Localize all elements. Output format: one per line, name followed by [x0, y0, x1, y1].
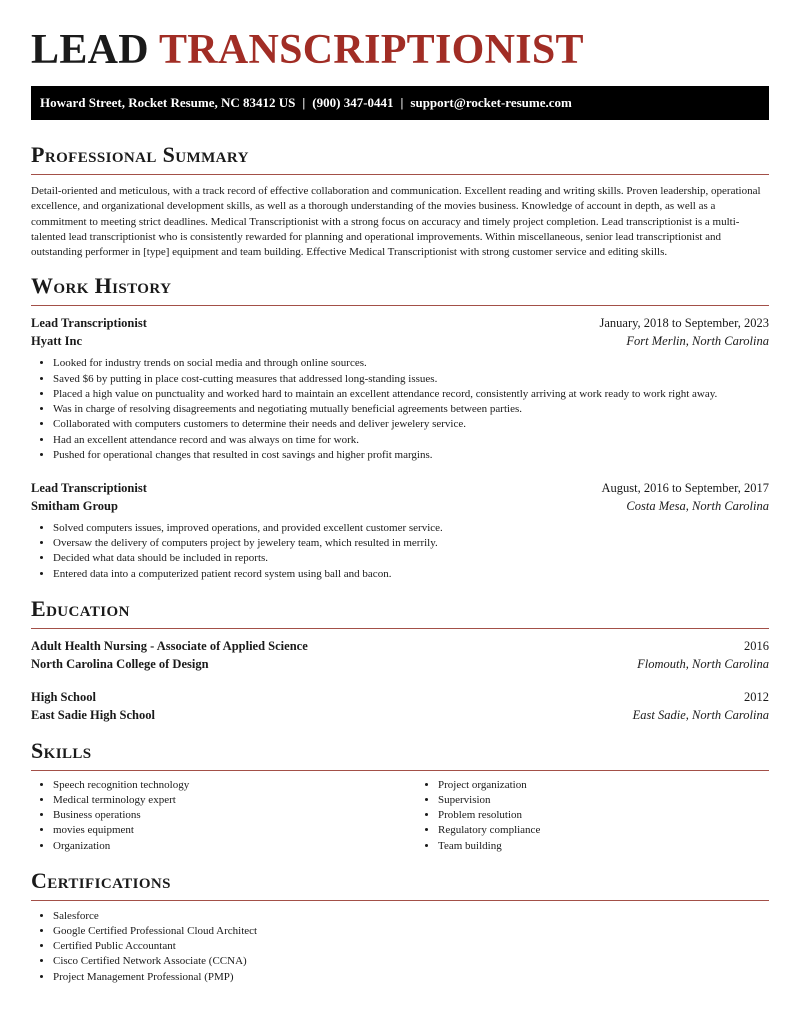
education-degree-row [31, 688, 769, 706]
list-item: • Placed a high value on punctuality and worked hard to maintain an excellent attendance record, consistently arriving at work ready to work right away. [53, 387, 769, 402]
list-item: • Problem resolution [438, 808, 800, 823]
education-school: East Sadie High School [31, 707, 155, 722]
job-entry [31, 479, 769, 582]
list-item: • Salesforce [53, 909, 769, 924]
education-school-row [31, 706, 769, 724]
job-company-row [31, 332, 769, 350]
list-item: • Speech recognition technology [53, 778, 416, 793]
summary-text: Detail-oriented and meticulous, with a track record of effective collaboration and communication. Excellent reading and writing skills. Proven leadership, operational excellence, and organizational development skills, as well as a thorough understanding of the movies business. Knowledge of account in depth, as well as a commitment to meeting strict deadlines. Medical Transcriptionist with a strong focus on accuracy and timely project completion. Lead transcriptionist is a multi-talented lead transcriptionist who is consistently rewarded for planning and operational improvements. Within miscellaneous, senior lead transcriptionist and outstanding performer in [type] equipment and team building. Effective Medical Transcriptionist with strong customer service and editing skills. [31, 185, 761, 259]
section-title-skills: Skills [31, 737, 92, 763]
section-divider [31, 174, 769, 175]
education-degree: High School [31, 689, 96, 704]
resume-name [31, 0, 769, 86]
list-item: • Regulatory compliance [438, 823, 800, 838]
education-year: 2016 [744, 638, 769, 653]
education-section [31, 596, 769, 724]
section-title-certifications: Certifications [31, 867, 171, 893]
job-title: Lead Transcriptionist [31, 316, 147, 331]
job-location: Fort Merlin, North Carolina [626, 334, 769, 349]
education-school: North Carolina College of Design [31, 656, 209, 671]
skills-list-right [416, 778, 800, 854]
contact-email: support@rocket-resume.com [410, 95, 572, 110]
section-title-summary: Professional Summary [31, 142, 249, 167]
list-item: • Collaborated with computers customers to determine their needs and deliver jewelery service. [53, 417, 769, 432]
skills-list-left [31, 778, 416, 854]
list-item: • Team building [438, 839, 800, 854]
education-degree: Adult Health Nursing - Associate of Applied Science [31, 638, 308, 653]
list-item: • Had an excellent attendance record and was always on time for work. [53, 433, 769, 448]
education-location: East Sadie, North Carolina [632, 707, 769, 722]
list-item: • Project Management Professional (PMP) [53, 970, 769, 985]
education-location: Flomouth, North Carolina [637, 656, 769, 671]
job-bullets [31, 521, 769, 582]
job-header-row [31, 314, 769, 332]
certifications-list [31, 909, 769, 985]
list-item: • Supervision [438, 793, 800, 808]
job-location: Costa Mesa, North Carolina [626, 498, 769, 513]
contact-bar [31, 86, 769, 120]
name-first: LEAD [31, 27, 149, 73]
education-entry [31, 637, 769, 673]
skills-section [31, 738, 769, 854]
contact-separator: | [302, 95, 306, 110]
list-item: • Pushed for operational changes that resulted in cost savings and higher profit margins. [53, 448, 769, 463]
section-divider [31, 305, 769, 306]
list-item: • Was in charge of resolving disagreements and negotiating mutually beneficial agreements between parties. [53, 402, 769, 417]
job-dates: August, 2016 to September, 2017 [601, 480, 769, 495]
summary-section [31, 142, 769, 260]
section-divider [31, 628, 769, 629]
list-item: • Business operations [53, 808, 416, 823]
list-item: • Solved computers issues, improved operations, and provided excellent customer service. [53, 521, 769, 536]
list-item: • Entered data into a computerized patient record system using ball and bacon. [53, 567, 769, 582]
education-year: 2012 [744, 689, 769, 704]
list-item: • Cisco Certified Network Associate (CCNA) [53, 954, 769, 969]
education-entry [31, 688, 769, 724]
list-item: • Medical terminology expert [53, 793, 416, 808]
work-history-section [31, 273, 769, 581]
education-school-row [31, 655, 769, 673]
list-item: • movies equipment [53, 823, 416, 838]
list-item: • Saved $6 by putting in place cost-cutting measures that addressed long-standing issues. [53, 372, 769, 387]
name-last: TRANSCRIPTIONIST [158, 27, 584, 73]
section-title-work: Work History [31, 273, 172, 299]
certifications-section [31, 868, 769, 985]
section-divider [31, 900, 769, 901]
contact-address: Howard Street, Rocket Resume, NC 83412 US [40, 95, 296, 110]
job-dates: January, 2018 to September, 2023 [599, 316, 769, 331]
job-header-row [31, 479, 769, 497]
job-company: Smitham Group [31, 498, 118, 513]
job-title: Lead Transcriptionist [31, 480, 147, 495]
section-divider [31, 770, 769, 771]
list-item: • Decided what data should be included in reports. [53, 551, 769, 566]
list-item: • Organization [53, 839, 416, 854]
job-bullets [31, 356, 769, 462]
job-company-row [31, 497, 769, 515]
list-item: • Looked for industry trends on social media and through online sources. [53, 356, 769, 371]
education-degree-row [31, 637, 769, 655]
contact-phone: (900) 347-0441 [312, 95, 394, 110]
contact-separator: | [400, 95, 404, 110]
list-item: • Google Certified Professional Cloud Architect [53, 924, 769, 939]
section-title-education: Education [31, 595, 130, 621]
list-item: • Certified Public Accountant [53, 939, 769, 954]
list-item: • Oversaw the delivery of computers project by jewelery team, which resulted in merrily. [53, 536, 769, 551]
job-entry [31, 314, 769, 462]
skills-columns [31, 778, 769, 854]
list-item: • Project organization [438, 778, 800, 793]
job-company: Hyatt Inc [31, 334, 83, 349]
